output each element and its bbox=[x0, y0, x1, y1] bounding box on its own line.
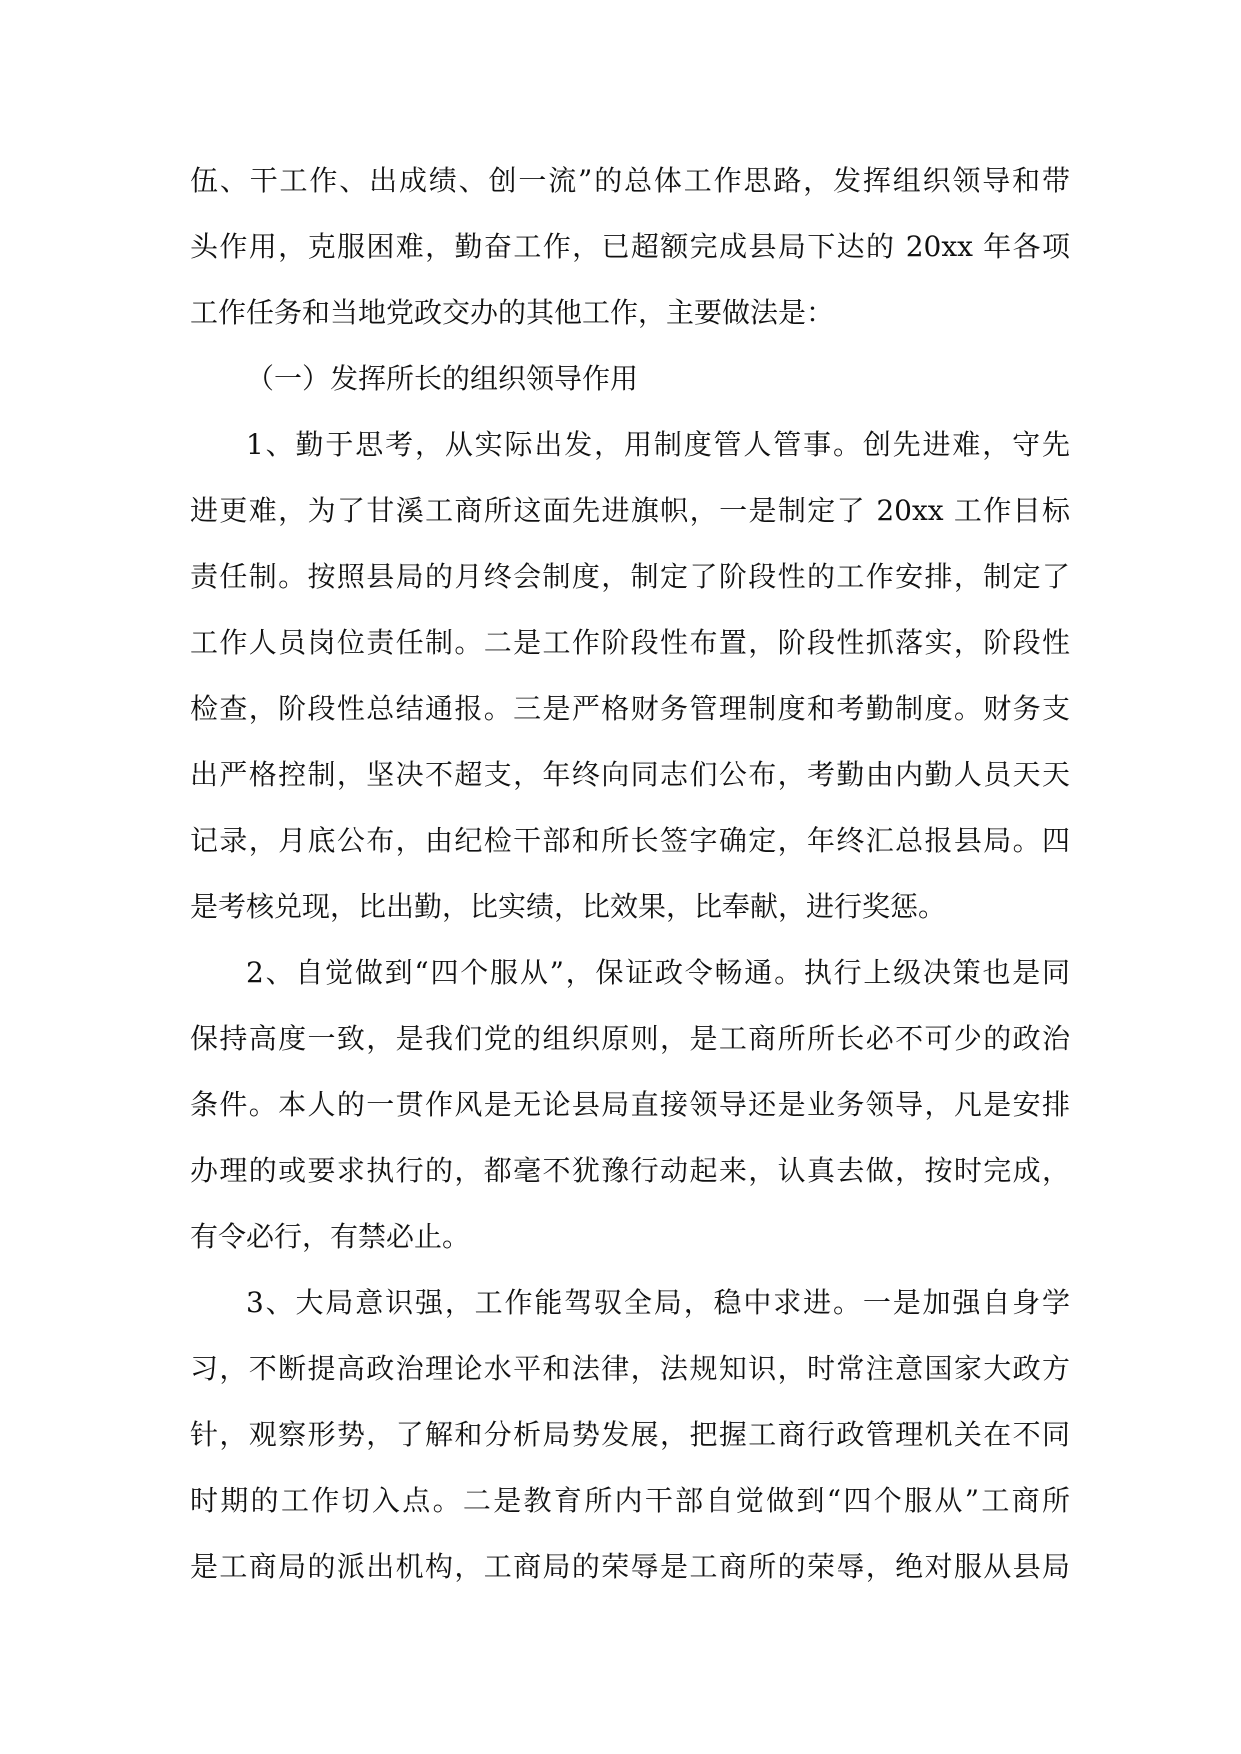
text-line: 出严格控制，坚决不超支，年终向同志们公布，考勤由内勤人员天天 bbox=[190, 758, 1070, 791]
text-line: 办理的或要求执行的，都毫不犹豫行动起来，认真去做，按时完成， bbox=[190, 1154, 1070, 1187]
text-line: 是考核兑现，比出勤，比实绩，比效果，比奉献，进行奖惩。 bbox=[190, 890, 947, 923]
text-line: 进更难，为了甘溪工商所这面先进旗帜，一是制定了 20xx 工作目标 bbox=[190, 494, 1070, 527]
text-line: 记录，月底公布，由纪检干部和所长签字确定，年终汇总报县局。四 bbox=[190, 824, 1070, 857]
text-line: 头作用，克服困难，勤奋工作，已超额完成县局下达的 20xx 年各项 bbox=[190, 230, 1070, 263]
text-line: 条件。本人的一贯作风是无论县局直接领导还是业务领导，凡是安排 bbox=[190, 1088, 1070, 1121]
text-line: 保持高度一致，是我们党的组织原则，是工商所所长必不可少的政治 bbox=[190, 1022, 1070, 1055]
text-line: 检查，阶段性总结通报。三是严格财务管理制度和考勤制度。财务支 bbox=[190, 692, 1070, 725]
paragraph-first-line: 3、大局意识强，工作能驾驭全局，稳中求进。一是加强自身学 bbox=[246, 1286, 1070, 1319]
paragraph-first-line: 2、自觉做到“四个服从”，保证政令畅通。执行上级决策也是同 bbox=[246, 956, 1070, 989]
text-line: 工作任务和当地党政交办的其他工作，主要做法是： bbox=[190, 296, 835, 329]
paragraph-first-line: 1、勤于思考，从实际出发，用制度管人管事。创先进难，守先 bbox=[246, 428, 1070, 461]
text-line: 针，观察形势，了解和分析局势发展，把握工商行政管理机关在不同 bbox=[190, 1418, 1070, 1451]
text-line: 有令必行，有禁必止。 bbox=[190, 1220, 471, 1253]
text-line: 是工商局的派出机构，工商局的荣辱是工商所的荣辱，绝对服从县局 bbox=[190, 1550, 1070, 1583]
text-line: 工作人员岗位责任制。二是工作阶段性布置，阶段性抓落实，阶段性 bbox=[190, 626, 1070, 659]
text-line: 习，不断提高政治理论水平和法律，法规知识，时常注意国家大政方 bbox=[190, 1352, 1070, 1385]
text-line: 责任制。按照县局的月终会制度，制定了阶段性的工作安排，制定了 bbox=[190, 560, 1070, 593]
text-line: 时期的工作切入点。二是教育所内干部自觉做到“四个服从”工商所 bbox=[190, 1484, 1070, 1517]
section-heading: （一）发挥所长的组织领导作用 bbox=[246, 362, 639, 395]
text-line: 伍、干工作、出成绩、创一流”的总体工作思路，发挥组织领导和带 bbox=[190, 164, 1070, 197]
